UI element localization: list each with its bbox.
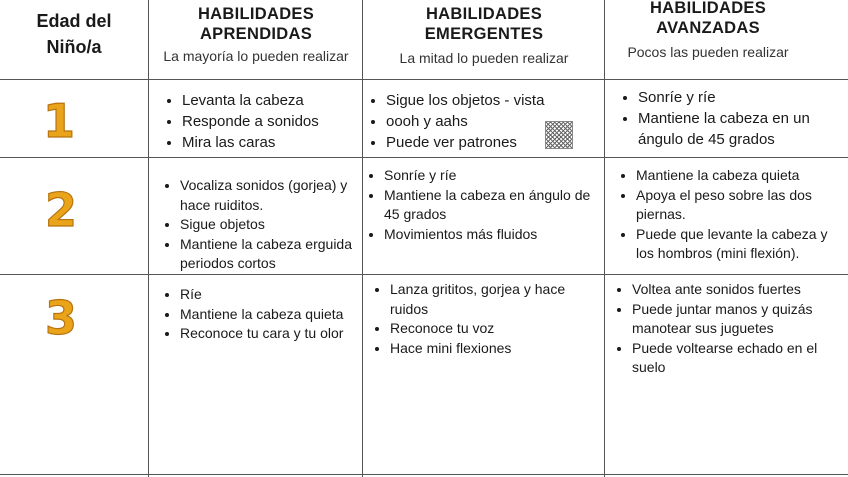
column-divider: [604, 0, 605, 477]
age-3-number: 3: [44, 292, 78, 342]
list-item: • Voltea ante sonidos fuertes: [632, 280, 840, 300]
list-item: • Sigue objetos: [180, 215, 362, 235]
list-item: • Movimientos más fluidos: [384, 225, 596, 245]
list-item: • Mantiene la cabeza en ángulo de 45 grados: [384, 186, 596, 225]
list-item: • Mantiene la cabeza quieta: [180, 305, 360, 325]
list-item: • Mira las caras: [182, 132, 358, 153]
row-divider: [0, 157, 848, 158]
list-item: • Mantiene la cabeza erguida periodos cortos: [180, 235, 362, 274]
list-item: • Puede voltearse echado en el suelo: [632, 339, 840, 378]
row-3-learned: [160, 285, 360, 344]
age-header: [0, 8, 148, 60]
list-item: • Sigue los objetos - vista: [386, 90, 598, 111]
learned-subtitle: La mayoría lo pueden realizar: [163, 48, 349, 64]
row-divider: [0, 79, 848, 80]
row-2-emerging: [364, 166, 596, 244]
list-item: • oooh y aahs: [386, 111, 598, 132]
list-item: • Sonríe y ríe: [638, 87, 838, 108]
column-divider: [362, 0, 363, 477]
advanced-title: HABILIDADES AVANZADAS: [649, 0, 767, 37]
row-2-advanced: [616, 166, 836, 264]
advanced-subtitle: Pocos las pueden realizar: [627, 44, 789, 60]
list-item: • Vocaliza sonidos (gorjea) y hace ruiditos.: [180, 176, 362, 215]
advanced-header: [606, 0, 810, 72]
list-item: • Mantiene la cabeza quieta: [636, 166, 836, 186]
pattern-icon: [545, 121, 573, 149]
list-item: • Lanza grititos, gorjea y hace ruidos: [390, 280, 596, 319]
column-divider: [148, 0, 149, 477]
age-1-balloon: [36, 95, 82, 145]
list-item: • Puede ver patrones: [386, 132, 598, 153]
row-3-advanced: [612, 280, 840, 378]
row-2-learned: [160, 176, 362, 274]
row-1-learned: [162, 90, 358, 153]
age-2-number: 2: [44, 184, 78, 234]
list-item: • Sonríe y ríe: [384, 166, 596, 186]
emerging-subtitle: La mitad lo pueden realizar: [399, 50, 569, 66]
emerging-header: [364, 0, 604, 78]
list-item: • Reconoce tu voz: [390, 319, 596, 339]
list-item: • Responde a sonidos: [182, 111, 358, 132]
list-item: • Puede juntar manos y quizás manotear sus juguetes: [632, 300, 840, 339]
age-header-text: Edad del Niño/a: [36, 11, 112, 57]
list-item: • Apoya el peso sobre las dos piernas.: [636, 186, 836, 225]
emerging-title: HABILIDADES EMERGENTES: [424, 5, 544, 43]
row-3-emerging: [370, 280, 596, 358]
list-item: • Ríe: [180, 285, 360, 305]
list-item: • Puede que levante la cabeza y los hombros (mini flexión).: [636, 225, 836, 264]
row-1-advanced: [618, 87, 838, 150]
age-2-balloon: [38, 184, 84, 234]
list-item: • Mantiene la cabeza en un ángulo de 45 grados: [638, 108, 838, 150]
row-divider: [0, 274, 848, 275]
row-divider: [0, 474, 848, 475]
list-item: • Reconoce tu cara y tu olor: [180, 324, 360, 344]
learned-title: HABILIDADES APRENDIDAS: [197, 5, 315, 43]
list-item: • Hace mini flexiones: [390, 339, 596, 359]
age-3-balloon: [38, 292, 84, 342]
learned-header: [150, 0, 362, 78]
age-1-number: 1: [42, 95, 76, 145]
list-item: • Levanta la cabeza: [182, 90, 358, 111]
